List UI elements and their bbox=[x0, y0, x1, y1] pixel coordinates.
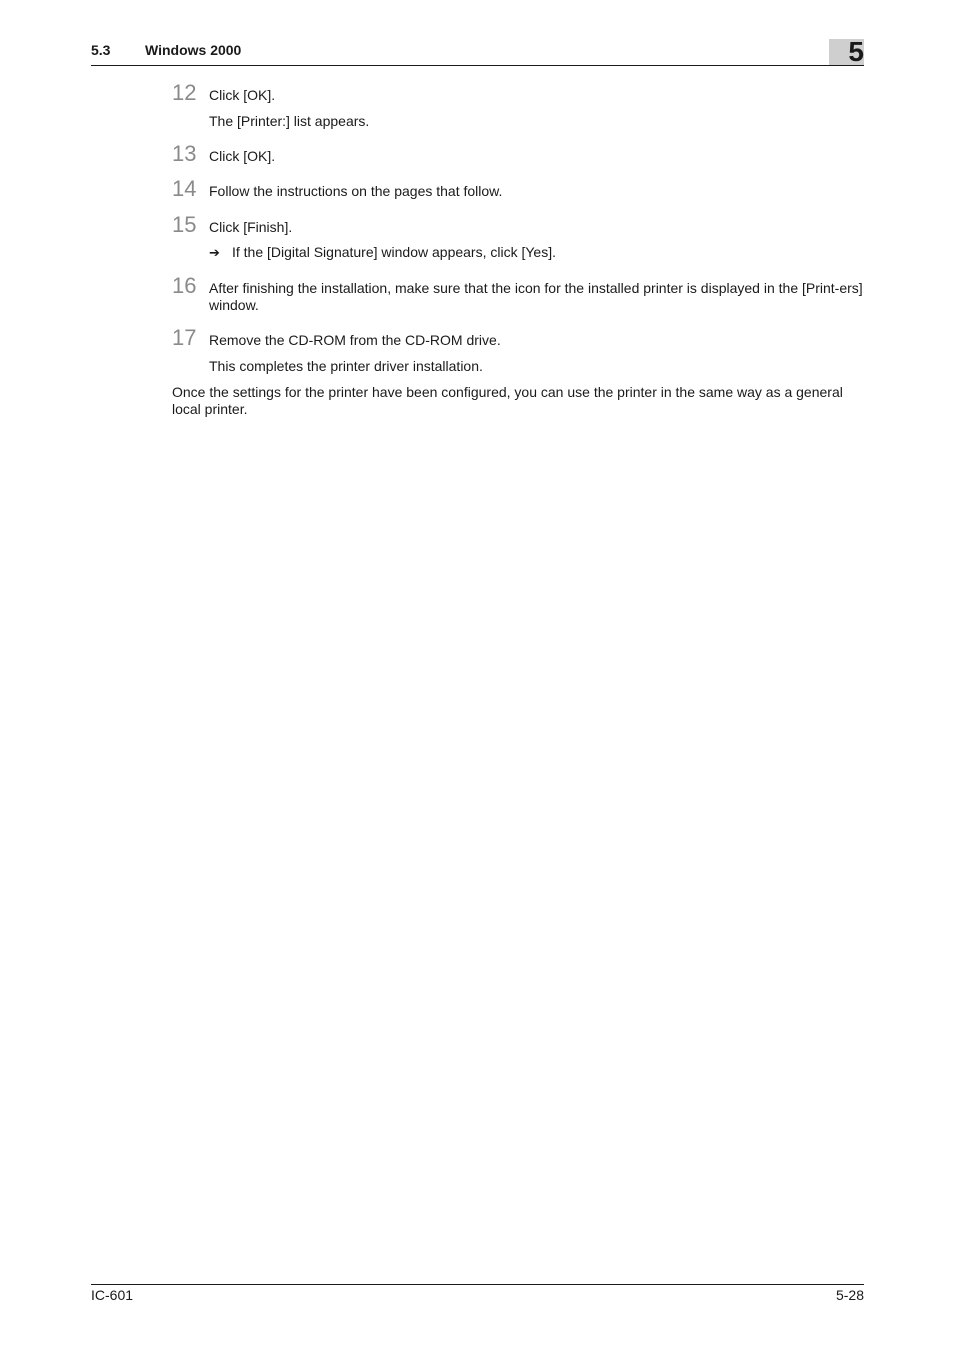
step-text-13: Click [OK]. bbox=[209, 148, 276, 164]
footer-rule bbox=[91, 1284, 864, 1285]
step-bullet-15: If the [Digital Signature] window appears, click [Yes]. bbox=[232, 244, 556, 260]
step-note-17: This completes the printer driver installation. bbox=[209, 358, 483, 374]
step-text-12: Click [OK]. bbox=[209, 87, 276, 103]
arrow-icon: ➔ bbox=[209, 245, 220, 260]
step-note-12: The [Printer:] list appears. bbox=[209, 113, 370, 129]
step-number-17: 17 bbox=[172, 325, 197, 350]
chapter-box bbox=[829, 39, 864, 65]
step-number-15: 15 bbox=[172, 212, 197, 237]
step-text-16: After finishing the installation, make sure that the icon for the installed printer is displayed in the [Print-ers] window. bbox=[209, 280, 863, 313]
step-number-16: 16 bbox=[172, 273, 197, 298]
closing-paragraph: Once the settings for the printer have been configured, you can use the printer in the same way as a general local printer. bbox=[172, 384, 843, 417]
step-number-14: 14 bbox=[172, 176, 197, 201]
header-rule bbox=[91, 65, 864, 66]
step-text-14: Follow the instructions on the pages that follow. bbox=[209, 183, 503, 199]
step-number-13: 13 bbox=[172, 141, 197, 166]
chapter-number: 5 bbox=[848, 39, 864, 65]
footer-product: IC-601 bbox=[91, 1287, 134, 1303]
step-number-12: 12 bbox=[172, 80, 197, 105]
header-section-number: 5.3 bbox=[91, 42, 111, 58]
step-text-15: Click [Finish]. bbox=[209, 219, 293, 235]
footer-page-number: 5-28 bbox=[835, 1287, 864, 1303]
step-text-17: Remove the CD-ROM from the CD-ROM drive. bbox=[209, 332, 501, 348]
header-title: Windows 2000 bbox=[145, 42, 242, 58]
